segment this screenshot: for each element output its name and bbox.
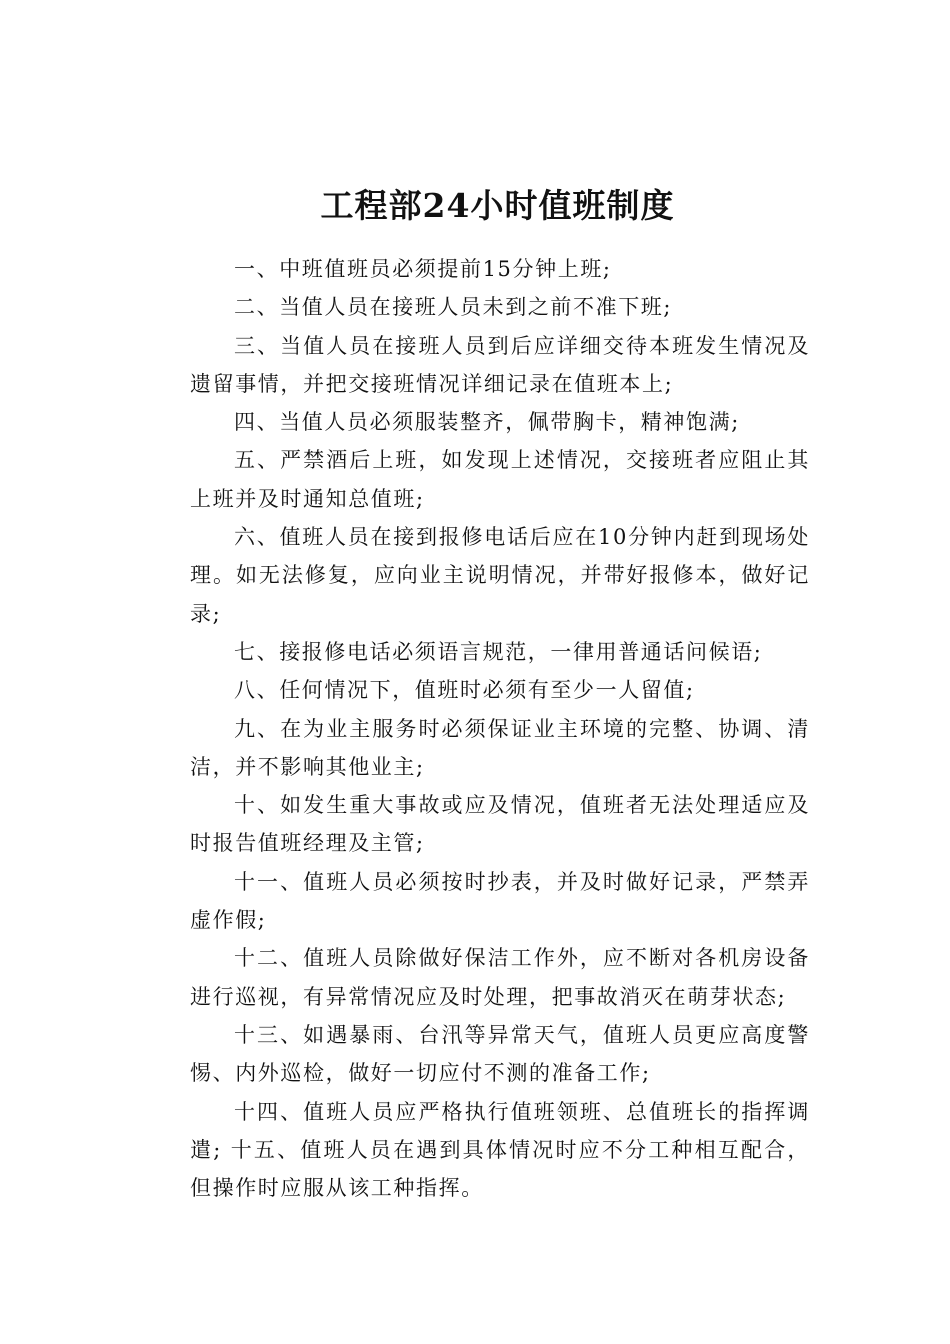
clause-4: 四、当值人员必须服装整齐，佩带胸卡，精神饱满; (234, 410, 740, 435)
clause-10: 十、如发生重大事故或应及情况，值班者无法处理适应及时报告值班经理及主管; (190, 793, 810, 856)
clause-5: 五、严禁酒后上班，如发现上述情况，交接班者应阻止其上班并及时通知总值班; (190, 448, 810, 511)
clause-12: 十二、值班人员除做好保洁工作外，应不断对各机房设备进行巡视，有异常情况应及时处理，把事故消灭在萌芽状态; (190, 946, 810, 1009)
clause-3: 三、当值人员在接班人员到后应详细交待本班发生情况及遗留事情，并把交接班情况详细记录在值班本上; (190, 333, 810, 396)
clause-6: 六、值班人员在接到报修电话后应在10分钟内赶到现场处理。如无法修复，应向业主说明情况，并带好报修本，做好记录; (190, 525, 810, 626)
document-body (190, 250, 810, 1207)
clause-9: 九、在为业主服务时必须保证业主环境的完整、协调、清洁，并不影响其他业主; (190, 716, 810, 779)
clause-13: 十三、如遇暴雨、台汛等异常天气，值班人员更应高度警惕、内外巡检，做好一切应付不测的准备工作; (190, 1022, 810, 1086)
clause-8: 八、任何情况下，值班时必须有至少一人留值; (234, 678, 695, 703)
clause-7: 七、接报修电话必须语言规范，一律用普通话问候语; (234, 639, 763, 664)
clause-2: 二、当值人员在接班人员未到之前不准下班; (234, 295, 673, 320)
clause-14-15: 十四、值班人员应严格执行值班领班、总值班长的指挥调遣; 十五、值班人员在遇到具体情况时应不分工种相互配合，但操作时应服从该工种指挥。 (190, 1099, 810, 1201)
clause-11: 十一、值班人员必须按时抄表，并及时做好记录，严禁弄虚作假; (190, 869, 810, 933)
clause-1: 一、中班值班员必须提前15分钟上班; (234, 257, 612, 281)
document-title: 工程部24小时值班制度 (320, 186, 675, 226)
